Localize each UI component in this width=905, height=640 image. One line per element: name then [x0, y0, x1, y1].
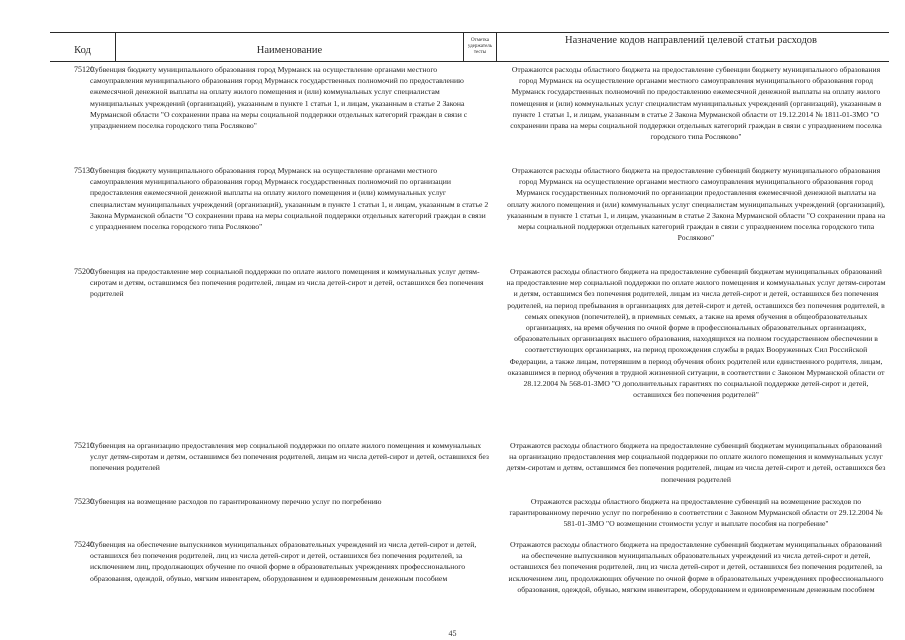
- row-description: Отражаются расходы областного бюджета на предоставление субвенций бюджетам муниципальных образований на обеспечение выпускников муниципальных образовательных учреждений из числа детей-сирот и детей, оставшихся без попечения родителей, лиц из числа детей-сирот и детей, оставшихся без попечения родителей, за исключением лиц, продолжающих обучение по очной форме в образовательных учреждениях профессионального образования, одеждой, обувью, мягким инвентарем, оборудованием и единовременным денежным пособием: [508, 540, 884, 594]
- row-description: Отражаются расходы областного бюджета на предоставление субвенций бюджетам муниципальных образований на предоставление мер социальной поддержки по оплате жилого помещения и коммунальных услуг детям-сиротам и детям, оставшимся без попечения родителей, лицам из числа детей-сирот и детей, оставшихся без попечения родителей, на период пребывания в организациях для детей-сирот и детей, оставшихся без попечения родителей, в семьях опекунов (попечителей), в приемных семьях, а также на время обучения в общеобразовательных организациях, на время обучения по очной форме в профессиональных образовательных организациях, образовательных организациях высшего образования, находящихся на полном государственном обеспечении в соответствующих организациях, на период прохождения службы в рядах Вооруженных Сил Российской Федерации, а также лицам, потерявшим в период обучения обоих родителей или единственного родителя, лицам, оказавшимся в период обучения в трудной жизненной ситуации, в соответствии с Законом Мурманской области от 28.12.2004 № 568-01-ЗМО "О дополнительных гарантиях по социальной поддержке детей-сирот и детей, оставшихся без попечения родителей": [506, 267, 886, 400]
- document-page: [50, 32, 889, 640]
- table-row: [50, 62, 889, 174]
- row-code: 75200: [74, 267, 94, 276]
- row-code: 75120: [74, 65, 94, 74]
- page-number: 45: [448, 629, 457, 638]
- header-code: Код: [74, 44, 91, 56]
- table-row: [50, 537, 889, 617]
- row-name: Субвенция на предоставление мер социальной поддержки по оплате жилого помещения и коммунальных услуг детям-сиротам и детям, оставшимся без попечения родителей, лицам из числа детей-сирот и детей, оставшихся без попечения родителей: [90, 267, 484, 299]
- row-code: 75130: [74, 166, 94, 175]
- row-code: 75230: [74, 497, 94, 506]
- row-name: Субвенция на возмещение расходов по гарантированному перечню услуг по погребению: [90, 497, 382, 506]
- row-description: Отражаются расходы областного бюджета на предоставление субвенции бюджету муниципального образования город Мурманск на осуществление органами местного самоуправления муниципального образования город Мурманск государственных полномочий по предоставлению ежемесячной денежной выплаты на оплату жилого помещения и (или) коммунальных услуг специалистам муниципальных учреждений (организаций), указанным в пункте 1 статьи 1, и лицам, указанным в статье 2 Закона Мурманской области от 19.12.2014 № 1811-01-ЗМО "О сохранении права на меры социальной поддержки отдельных категорий граждан в связи с упразднением поселка городского типа Росляково": [510, 65, 882, 142]
- table-row: [50, 494, 889, 534]
- row-name: Субвенция бюджету муниципального образования город Мурманск на осуществление органами местного самоуправления муниципального образования город Мурманск государственных полномочий по организации предоставления ежемесячной денежной выплаты на оплату жилого помещения и (или) коммунальных услуг специалистам муниципальных учреждений (организаций), указанным в пункте 1 статьи 1, и лицам, указанным в статье 2 Закона Мурманской области "О сохранении права на меры социальной поддержки отдельных категорий граждан в связи с упразднением поселка городского типа Росляково": [90, 166, 489, 232]
- row-description: Отражаются расходы областного бюджета на предоставление субвенций бюджету муниципального образования город Мурманск на осуществление органами местного самоуправления муниципального образования город Мурманск государственных полномочий по организации предоставления ежемесячной денежной выплаты на оплату жилого помещения и (или) коммунальных услуг специалистам муниципальных учреждений (организаций), указанным в пункте 1 статьи 1, и лицам, указанным в статье 2 Закона Мурманской области "О сохранении права на меры социальной поддержки отдельных категорий граждан в связи с упразднением поселка городского типа Росляково": [506, 166, 886, 243]
- row-description: Отражаются расходы областного бюджета на предоставление субвенций бюджетам муниципальных образований на организацию предоставления мер социальной поддержки по оплате жилого помещения и коммунальных услуг детям-сиротам и детям, оставшимся без попечения родителей, лицам из числа детей-сирот и детей, оставшихся без попечения родителей: [506, 441, 886, 484]
- header-mark: Отметка удержатель тесты: [467, 38, 493, 55]
- header-name: Наименование: [256, 44, 323, 56]
- row-name: Субвенция бюджету муниципального образования город Мурманск на осуществление органами местного самоуправления муниципального образования город Мурманск государственных полномочий по предоставлению ежемесячной денежной выплаты на оплату жилого помещения и (или) коммунальных услуг специалистам муниципальных учреждений (организаций), указанным в пункте 1 статьи 1, и лицам, указанным в статье 2 Закона Мурманской области "О сохранении права на меры социальной поддержки отдельных категорий граждан в связи с упразднением поселка городского типа Росляково": [90, 65, 468, 131]
- row-description: Отражаются расходы областного бюджета на предоставление субвенций на возмещение расходов по гарантированному перечню услуг по погребению в соответствии с Законом Мурманской области от 29.12.2004 № 581-01-ЗМО "О возмещении стоимости услуг и выплате пособия на погребение": [509, 497, 883, 529]
- header-purpose: Назначение кодов направлений целевой статьи расходов: [565, 35, 818, 46]
- row-name: Субвенция на организацию предоставления мер социальной поддержки по оплате жилого помещения и коммунальных услуг детям-сиротам и детям, оставшимся без попечения родителей, лицам из числа детей-сирот и детей, оставшихся без попечения родителей: [90, 441, 489, 473]
- table-row: [50, 438, 889, 488]
- table-row: [50, 264, 889, 424]
- row-code: 75240: [74, 540, 94, 549]
- row-name: Субвенция на обеспечение выпускников муниципальных образовательных учреждений из числа детей-сирот и детей, оставшихся без попечения родителей, лиц из числа детей-сирот и детей, оставшихся без попечения родителей, за исключением лиц, продолжающих обучение по очной форме в образовательных учреждениях профессионального образования, одеждой, обувью, мягким инвентарем, оборудованием и единовременным денежным пособием: [90, 540, 477, 583]
- row-code: 75210: [74, 441, 94, 450]
